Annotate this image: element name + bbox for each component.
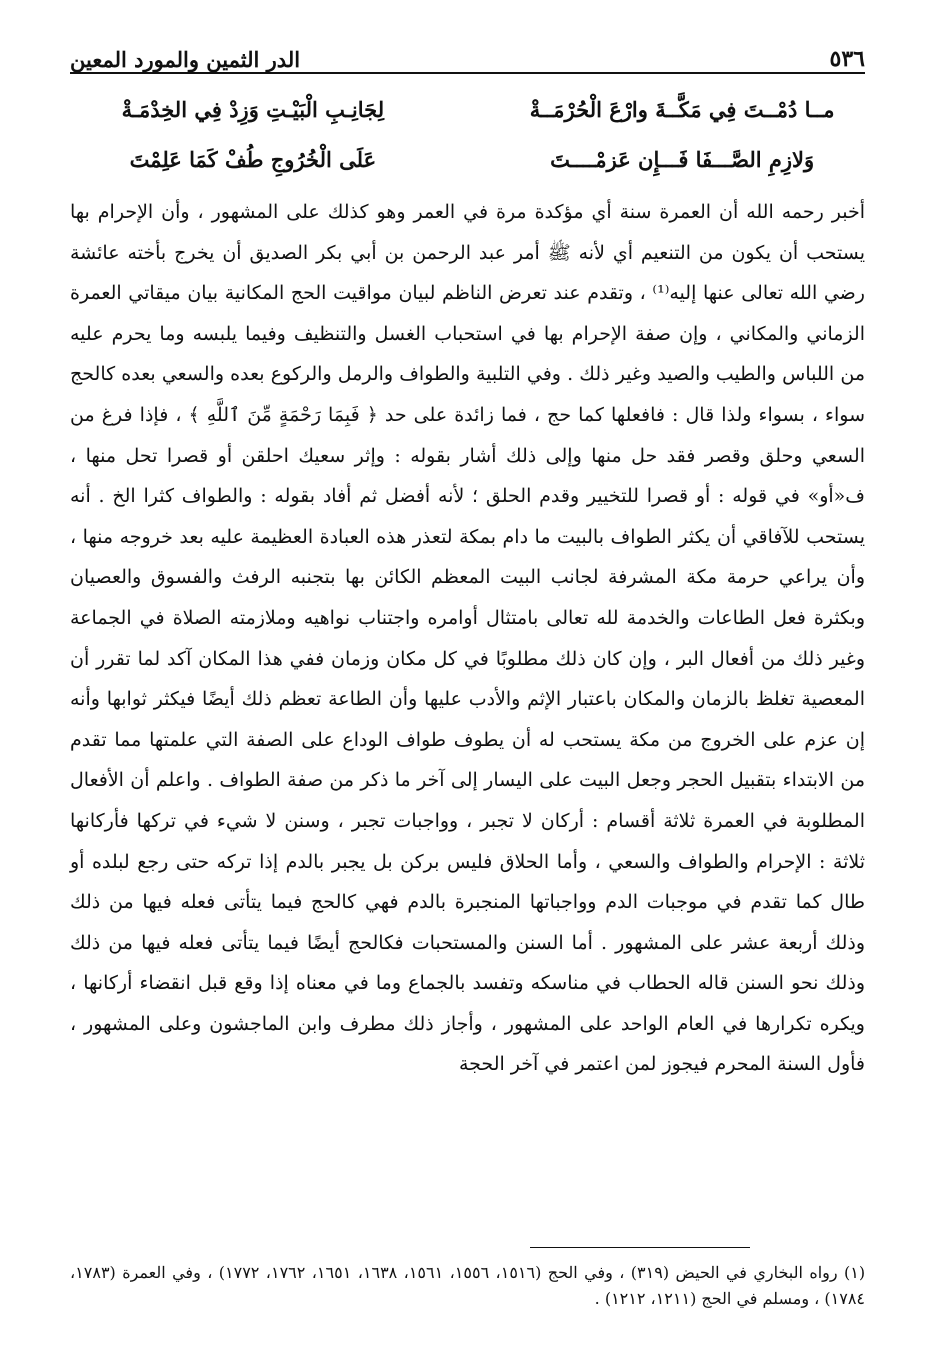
verse-second-hemistich: عَلَى الْخُرُوجِ طُفْ كَمَا عَلِمْتَ — [129, 146, 377, 172]
book-title: الدر الثمين والمورد المعين — [70, 47, 301, 72]
footnote: (١) رواه البخاري في الحيض (٣١٩) ، وفي الحج (١٥١٦، ١٥٥٦، ١٥٦١، ١٦٣٨، ١٦٥١، ١٧٦٢، ١٧٧٢) ، وفي العمرة (١٧٨٣، ١٧٨٤) ، ومسلم في الحج (١٢١١، ١٢١٢) . — [70, 1263, 866, 1308]
verse-first-hemistich: وَلازِمِ الصَّـــفَا فَـــإِن عَزمْــــتَ — [550, 146, 815, 172]
commentary-body — [70, 192, 865, 1085]
verse-second-hemistich: لِجَانِـبِ الْبَيْـتِ وَزِدْ فِي الخِدْمَـةْ — [121, 96, 385, 122]
poem-verses — [70, 84, 865, 184]
verse-first-hemistich: مــا دُمْــتَ فِي مَكَّــةَ وارْعَ الْحُرْمَــةْ — [529, 96, 835, 122]
page-header — [70, 26, 865, 74]
commentary-paragraph: أخبر رحمه الله أن العمرة سنة أي مؤكدة مرة في العمر وهو كذلك على المشهور ، وأن الإحرام بها يستحب أن يكون من التنعيم أي لأنه ﷺ أمر عبد الرحمن بن أبي بكر الصديق أن يخرج بأخته عائشة رضي الله تعالى عنها إليه⁽¹⁾ ، وتقدم عند تعرض الناظم لبيان مواقيت الحج المكانية بيان ميقاتي العمرة الزماني والمكاني ، وإن صفة الإحرام بها في استحباب الغسل والتنظيف وفيما يلبسه وما يحرم عليه من اللباس والطيب والصيد وغير ذلك . وفي التلبية والطواف والرمل والركوع بعده والسعي بعده كالحج سواء ، بسواء ولذا قال : فافعلها كما حج ، فما زائدة على حد ﴿ فَبِمَا رَحْمَةٍ مِّنَ ٱللَّهِ ﴾ ، فإذا فرغ من السعي وحلق وقصر فقد حل منها وإلى ذلك أشار بقوله : وإثر سعيك احلقن أو قصرا تحل منها ، ف«أو» في قوله : أو قصرا للتخيير وقدم الحلق ؛ لأنه أفضل ثم أفاد بقوله : والطواف كثرا الخ . أنه يستحب للآفاقي أن يكثر الطواف بالبيت ما دام بمكة لتعذر هذه العبادة العظيمة عليه بعد خروجه منها ، وأن يراعي حرمة مكة المشرفة لجانب البيت المعظم الكائن بها بتجنبه الرفث والفسوق والعصيان وبكثرة فعل الطاعات والخدمة لله تعالى بامتثال أوامره واجتناب نواهيه وملازمته الصلاة في الجماعة وغير ذلك من أفعال البر ، وإن كان ذلك مطلوبًا في كل مكان وزمان ففي هذا المكان آكد لما تقرر أن المعصية تغلظ بالزمان والمكان باعتبار الإثم والأدب عليها وأن الطاعة تعظم ذلك أيضًا فيكثر ثوابها وأنه إن عزم على الخروج من مكة يستحب له أن يطوف طواف الوداع على الصفة التي علمتها مما تقدم من الابتداء بتقبيل الحجر وجعل البيت على اليسار إلى آخر ما ذكر من صفة الطواف . واعلم أن الأفعال المطلوبة في العمرة ثلاثة أقسام : أركان لا تجبر ، وواجبات تجبر ، وسنن لا شيء في تركها فأركانها ثلاثة : الإحرام والطواف والسعي ، وأما الحلاق فليس بركن بل يجبر بالدم إذا تركه حتى رجع لبلده أو طال كما تقدم في موجبات الدم وواجباتها المنجبرة بالدم فهي كالحج فيما يتأتى فعله فيها من ذلك وذلك أربعة عشر على المشهور . أما السنن والمستحبات فكالحج أيضًا فيما يتأتى فعله فيها من ذلك وذلك نحو السنن قاله الحطاب في مناسكه وتفسد بالجماع وما في معناه إذا وقع قبل انقضاء أركانها ، ويكره تكرارها في العام الواحد على المشهور ، وأجاز ذلك مطرف وابن الماجشون وعلى المشهور ، فأول السنة المحرم فيجوز لمن اعتمر في آخر الحجة — [70, 201, 865, 1076]
page-number: ٥٣٦ — [829, 46, 865, 72]
footnote-divider — [530, 1247, 750, 1248]
verse-row — [70, 84, 865, 134]
footnotes — [70, 1260, 865, 1312]
verse-row — [70, 134, 865, 184]
